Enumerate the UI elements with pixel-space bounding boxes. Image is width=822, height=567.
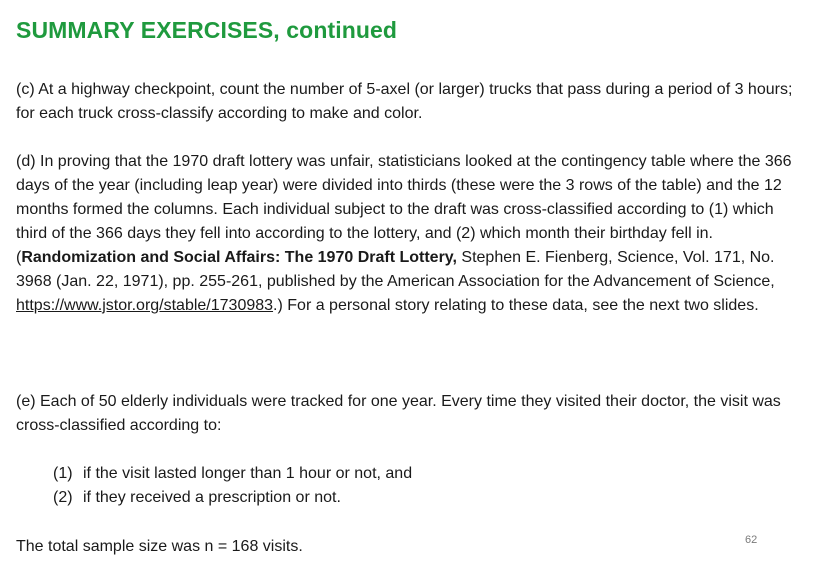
- total-sample-size: The total sample size was n = 168 visits.: [16, 538, 303, 555]
- jstor-link[interactable]: https://www.jstor.org/stable/1730983: [16, 297, 274, 314]
- list-item-number: (2): [53, 489, 73, 506]
- exercise-d-text-1: (d) In proving that the 1970 draft lottery was unfair, statisticians looked at the contingency table where the 366 days of the year (including leap year) were divided into thirds (these were the 3 rows of the table) and the 12 months formed the columns. Each individual subject to the draft was cross-classified according to (1) which third of the 366 days they fell into according to the lottery, and (2) which month their birthday fell in. (: [16, 153, 792, 266]
- list-item: [53, 486, 412, 510]
- page-number: 62: [745, 534, 758, 546]
- exercise-d-text-3: .) For a personal story relating to these data, see the next two slides.: [273, 297, 759, 314]
- list-item-text: if the visit lasted longer than 1 hour or not, and: [83, 465, 413, 482]
- list-item-text: if they received a prescription or not.: [83, 489, 341, 506]
- exercise-d-text-2: Stephen E. Fienberg, Science, Vol. 171, No. 3968 (Jan. 22, 1971), pp. 255-261, published by the American Association for the Advancement of Science,: [16, 249, 775, 290]
- exercise-d: [16, 150, 806, 318]
- list-item: [53, 462, 412, 486]
- list-item-number: (1): [53, 465, 73, 482]
- criteria-list: [53, 462, 412, 510]
- slide-title: SUMMARY EXERCISES, continued: [16, 17, 398, 43]
- reference-title: Randomization and Social Affairs: The 1970 Draft Lottery,: [21, 249, 457, 266]
- exercise-e: (e) Each of 50 elderly individuals were tracked for one year. Every time they visited their doctor, the visit was cross-classified according to:: [16, 393, 781, 434]
- exercise-c: (c) At a highway checkpoint, count the number of 5-axel (or larger) trucks that pass during a period of 3 hours; for each truck cross-classify according to make and color.: [16, 81, 793, 122]
